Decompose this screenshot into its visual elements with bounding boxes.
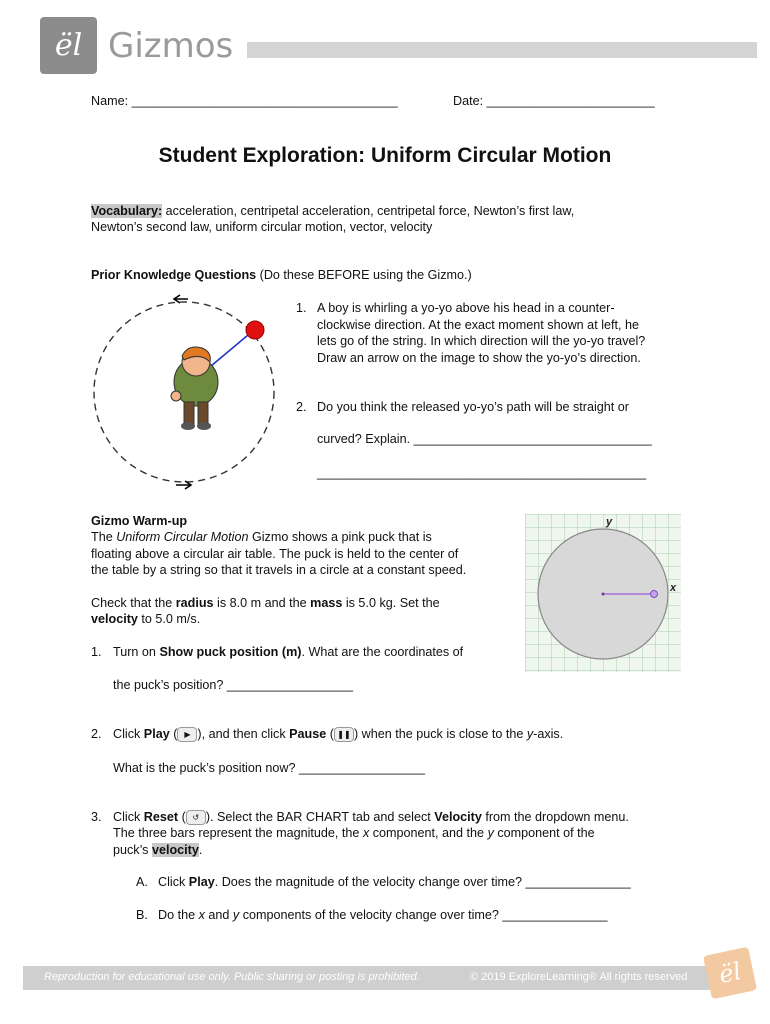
q1-line-4: Draw an arrow on the image to show the yo-yo’s direction.	[317, 351, 641, 365]
prior-heading-bold: Prior Knowledge Questions	[91, 268, 257, 282]
step-3b-y: y	[232, 908, 240, 922]
warmup-p2-line-2	[91, 612, 200, 626]
header-bar	[247, 42, 757, 58]
footer-logo	[703, 947, 757, 1000]
step-3-l2-c: component of the	[493, 826, 595, 840]
step-3-d: from the dropdown menu.	[481, 810, 629, 824]
step-3-line-2	[113, 826, 595, 840]
warmup-p1-post: Gizmo shows a pink puck that is	[248, 530, 432, 544]
warmup-p2-b: is 8.0 m and the	[213, 596, 311, 610]
footer-disclaimer: Reproduction for educational use only. Public sharing or posting is prohibited.	[44, 971, 420, 983]
step-3a-number: A.	[136, 875, 148, 889]
step-3-b: (	[178, 810, 186, 824]
warmup-heading: Gizmo Warm-up	[91, 514, 188, 528]
air-table-figure	[525, 514, 681, 672]
show-puck-position-term: Show puck position (m)	[159, 645, 302, 659]
step-1-number: 1.	[91, 645, 102, 659]
step-3a-line	[158, 875, 631, 889]
warmup-p1-line-1	[91, 530, 432, 544]
vocabulary-line-1	[91, 204, 574, 218]
step-2-b: (	[169, 727, 178, 741]
step-1-b: . What are the coordinates of	[301, 645, 464, 659]
step-1-line-2: the puck’s position? __________________	[113, 678, 353, 692]
play-term: Play	[143, 727, 170, 741]
step-3-a: Click	[113, 810, 144, 824]
step-2-y: y	[526, 727, 534, 741]
step-3b-b: and	[204, 908, 233, 922]
q1-line-3: lets go of the string. In which direction will the yo-yo travel?	[317, 334, 646, 348]
q2-line-3: _______________________________________________	[317, 466, 647, 480]
step-2-f: -axis.	[533, 727, 564, 741]
play-icon: ▶	[177, 727, 197, 742]
warmup-p2-line-1	[91, 596, 440, 610]
velocity-dropdown-term: Velocity	[434, 810, 482, 824]
boy-figure-icon	[171, 347, 218, 430]
q1-line-2: clockwise direction. At the exact moment shown at left, he	[317, 318, 639, 332]
step-3a-a: Click	[158, 875, 189, 889]
warmup-p1-pre: The	[91, 530, 117, 544]
step-3b-c: components of the velocity change over time? _______________	[239, 908, 608, 922]
step-2-line-1	[113, 727, 563, 742]
velocity-vocab-term: velocity	[151, 843, 199, 857]
q1-number: 1.	[296, 301, 307, 315]
mass-term: mass	[310, 596, 343, 610]
pause-icon: ❚❚	[334, 727, 354, 742]
step-3-l2-a: The three bars represent the magnitude, the	[113, 826, 363, 840]
y-axis-label: y	[606, 516, 613, 528]
yoyo-illustration	[88, 292, 288, 492]
step-2-line-2: What is the puck’s position now? __________________	[113, 761, 426, 775]
step-3a-play-term: Play	[188, 875, 215, 889]
step-3b-x: x	[198, 908, 205, 922]
gizmo-name: Uniform Circular Motion	[116, 530, 249, 544]
step-3a-b: . Does the magnitude of the velocity change over time? _______________	[214, 875, 631, 889]
velocity-term: velocity	[91, 612, 138, 626]
warmup-p2-d: to 5.0 m/s.	[137, 612, 201, 626]
yoyo-icon	[246, 321, 264, 339]
warmup-p1-line-2: floating above a circular air table. The puck is held to the center of	[91, 547, 459, 561]
date-field: Date: ________________________	[453, 94, 655, 108]
step-2-number: 2.	[91, 727, 102, 741]
step-2-c: ), and then click	[197, 727, 290, 741]
step-3b-number: B.	[136, 908, 148, 922]
step-3-y: y	[487, 826, 494, 840]
pause-term: Pause	[289, 727, 327, 741]
radius-term: radius	[175, 596, 214, 610]
step-3-l2-b: component, and the	[369, 826, 488, 840]
vocabulary-label: Vocabulary:	[91, 204, 163, 218]
explorelearning-logo	[40, 17, 97, 74]
q1-line-1: A boy is whirling a yo-yo above his head in a counter-	[317, 301, 615, 315]
step-3-line-3	[113, 843, 202, 857]
footer-copyright: © 2019 ExploreLearning® All rights reserved	[470, 971, 688, 983]
x-axis-label: x	[670, 582, 677, 594]
footer-logo-glyph: ël	[716, 957, 744, 989]
name-field: Name: ______________________________________	[91, 94, 398, 108]
prior-knowledge-heading	[91, 268, 472, 282]
step-3-l3-b: .	[198, 843, 203, 857]
q2-line-2: curved? Explain. __________________________________	[317, 432, 652, 446]
step-2-a: Click	[113, 727, 144, 741]
reset-icon: ↺	[186, 810, 206, 825]
step-3-line-1	[113, 810, 629, 825]
step-2-d: (	[326, 727, 334, 741]
q2-line-1: Do you think the released yo-yo’s path will be straight or	[317, 400, 629, 414]
reset-term: Reset	[143, 810, 179, 824]
vocabulary-text-1: acceleration, centripetal acceleration, centripetal force, Newton’s first law,	[162, 204, 575, 218]
table-center	[602, 593, 605, 596]
step-3-number: 3.	[91, 810, 102, 824]
step-3-x: x	[362, 826, 370, 840]
step-1-a: Turn on	[113, 645, 160, 659]
step-3-l3-a: puck’s	[113, 843, 152, 857]
q2-number: 2.	[296, 400, 307, 414]
prior-heading-note: (Do these BEFORE using the Gizmo.)	[256, 268, 472, 282]
brand-name: Gizmos	[108, 26, 234, 66]
step-2-e: ) when the puck is close to the	[353, 727, 527, 741]
step-3b-line	[158, 908, 608, 922]
step-3-c: ). Select the BAR CHART tab and select	[205, 810, 435, 824]
step-3b-a: Do the	[158, 908, 199, 922]
warmup-p2-a: Check that the	[91, 596, 176, 610]
puck-icon	[651, 591, 658, 598]
step-1-line-1	[113, 645, 463, 659]
warmup-p2-c: is 5.0 kg. Set the	[342, 596, 440, 610]
logo-glyph: ël	[54, 28, 83, 63]
vocabulary-line-2: Newton’s second law, uniform circular motion, vector, velocity	[91, 220, 433, 234]
warmup-p1-line-3: the table by a string so that it travels in a circle at a constant speed.	[91, 563, 467, 577]
page-title: Student Exploration: Uniform Circular Motion	[158, 144, 612, 167]
